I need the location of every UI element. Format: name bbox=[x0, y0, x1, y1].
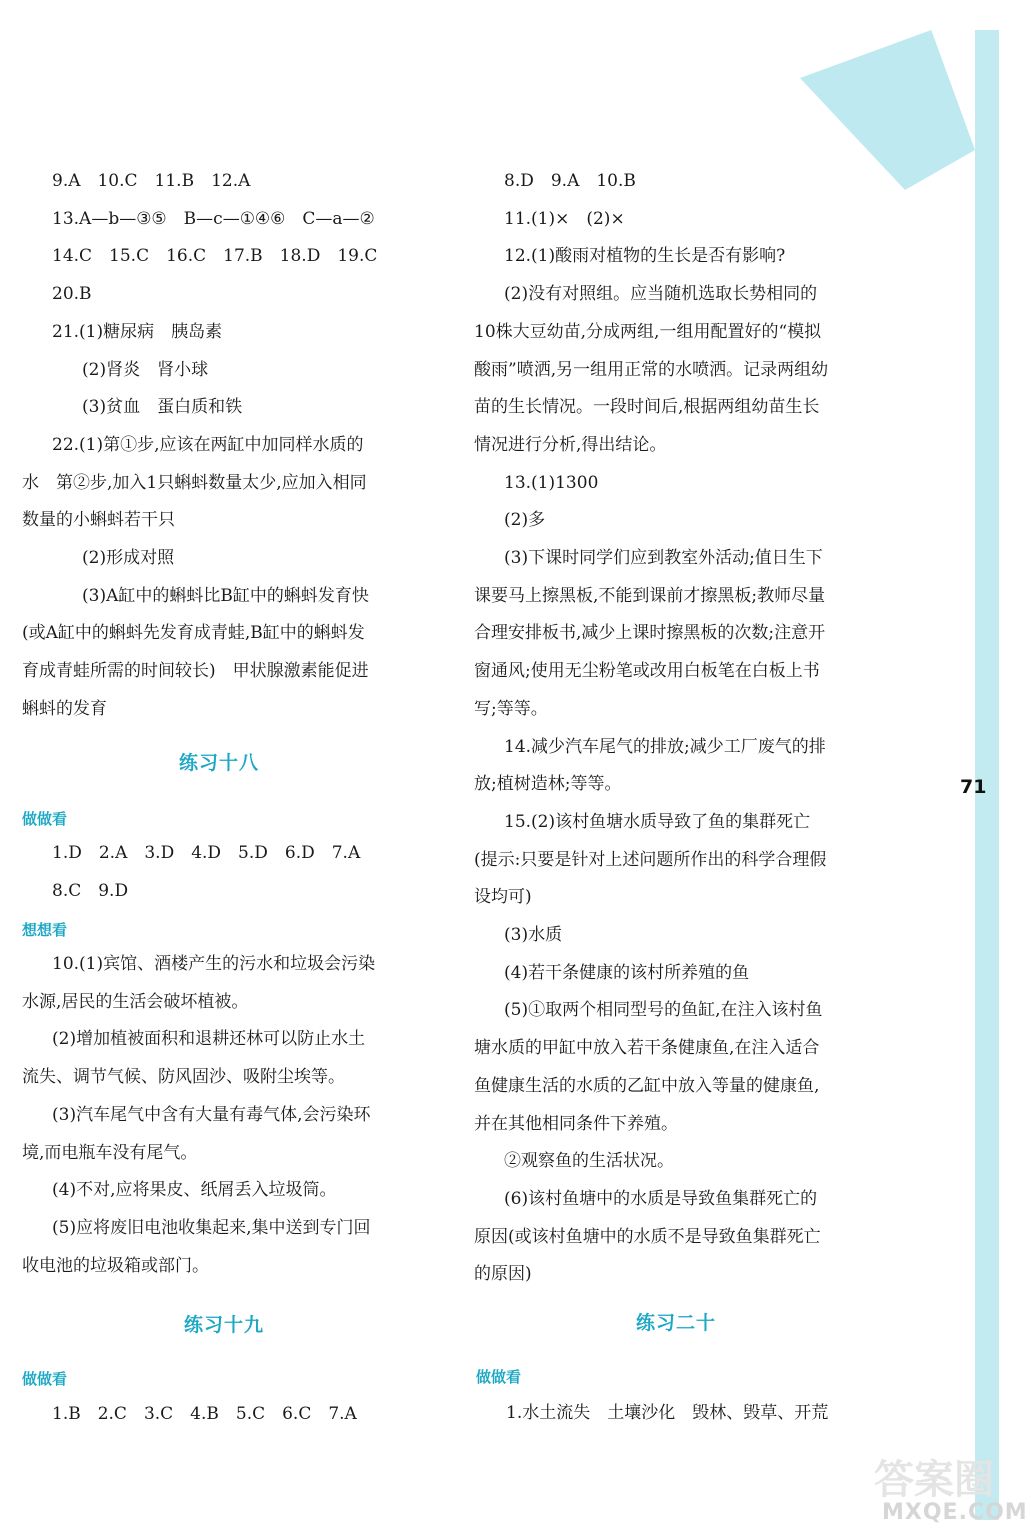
right-answer-line: ②观察鱼的生活状况。 bbox=[504, 1151, 674, 1172]
s18-explanation-line: (4)不对,应将果皮、纸屑丢入垃圾筒。 bbox=[52, 1180, 337, 1201]
left-answer-line: (2)肾炎 肾小球 bbox=[82, 359, 209, 380]
right-answer-line: (2)多 bbox=[504, 510, 546, 531]
section-title-19: 练习十九 bbox=[184, 1314, 265, 1336]
right-answer-line: 鱼健康生活的水质的乙缸中放入等量的健康鱼, bbox=[474, 1075, 820, 1096]
left-answer-line: 育成青蛙所需的时间较长) 甲状腺激素能促进 bbox=[22, 661, 369, 682]
right-answer-line: 并在其他相同条件下养殖。 bbox=[474, 1113, 678, 1134]
right-answer-line: 13.(1)1300 bbox=[504, 472, 599, 493]
subheading-zuozuokan-20: 做做看 bbox=[476, 1368, 522, 1386]
s18-answer-line-2: 8.C 9.D bbox=[52, 881, 129, 901]
left-answer-line: (2)形成对照 bbox=[82, 548, 175, 568]
left-answer-line: 20.B bbox=[52, 284, 92, 305]
right-answer-line: 设均可) bbox=[474, 887, 532, 908]
kite-decoration bbox=[800, 30, 975, 190]
s18-explanation-line: (5)应将废旧电池收集起来,集中送到专门回 bbox=[52, 1217, 371, 1238]
s19-answer-line: 1.B 2.C 3.C 4.B 5.C 6.C 7.A bbox=[52, 1404, 357, 1424]
right-answer-line: (6)该村鱼塘中的水质是导致鱼集群死亡的 bbox=[504, 1188, 818, 1209]
left-answer-line: 蝌蚪的发育 bbox=[22, 698, 107, 719]
right-answer-line: 写;等等。 bbox=[474, 698, 548, 719]
right-answer-line: 情况进行分析,得出结论。 bbox=[474, 434, 667, 455]
right-answer-line: 课要马上擦黑板,不能到课前才擦黑板;教师尽量 bbox=[474, 585, 826, 606]
s18-explanation-line: 水源,居民的生活会破坏植被。 bbox=[22, 991, 249, 1012]
right-answer-line: 酸雨”喷洒,另一组用正常的水喷洒。记录两组幼 bbox=[474, 359, 829, 380]
watermark-logo: 答案圈 bbox=[874, 1457, 994, 1503]
s18-explanation-line: (3)汽车尾气中含有大量有毒气体,会污染环 bbox=[52, 1104, 371, 1125]
right-answer-line: 塘水质的甲缸中放入若干条健康鱼,在注入适合 bbox=[474, 1038, 820, 1059]
right-answer-line: 的原因) bbox=[474, 1264, 532, 1285]
subheading-zuozuokan-19: 做做看 bbox=[22, 1370, 68, 1388]
right-answer-line: (提示:只要是针对上述问题所作出的科学合理假 bbox=[474, 849, 827, 870]
right-answer-line: 原因(或该村鱼塘中的水质不是导致鱼集群死亡 bbox=[474, 1226, 821, 1247]
left-answer-line: 14.C 15.C 16.C 17.B 18.D 19.C bbox=[52, 246, 378, 267]
section-title-20: 练习二十 bbox=[636, 1312, 717, 1334]
right-answer-line: (2)没有对照组。应当随机选取长势相同的 bbox=[504, 284, 818, 305]
left-answer-line: (或A缸中的蝌蚪先发育成青蛙,B缸中的蝌蚪发 bbox=[22, 623, 365, 644]
right-answer-line: 合理安排板书,减少上课时擦黑板的次数;注意开 bbox=[474, 623, 826, 644]
right-answer-line: (3)水质 bbox=[504, 925, 563, 945]
left-answer-line: 22.(1)第①步,应该在两缸中加同样水质的 bbox=[52, 434, 364, 455]
page-number: 71 bbox=[960, 776, 987, 798]
edge-decoration bbox=[975, 30, 999, 1520]
right-answer-line: (5)①取两个相同型号的鱼缸,在注入该村鱼 bbox=[504, 1000, 823, 1021]
right-answer-line: 苗的生长情况。一段时间后,根据两组幼苗生长 bbox=[474, 397, 820, 418]
s18-answer-line-1: 1.D 2.A 3.D 4.D 5.D 6.D 7.A bbox=[52, 843, 361, 863]
right-answer-line: 10株大豆幼苗,分成两组,一组用配置好的“模拟 bbox=[474, 321, 822, 342]
right-answer-line: 放;植树造林;等等。 bbox=[474, 774, 622, 795]
s20-answer-line: 1.水土流失 土壤沙化 毁林、毁草、开荒 bbox=[506, 1403, 829, 1423]
watermark-url: MXQE.COM bbox=[882, 1500, 1028, 1525]
right-answer-line: (4)若干条健康的该村所养殖的鱼 bbox=[504, 962, 750, 983]
right-answer-line: 15.(2)该村鱼塘水质导致了鱼的集群死亡 bbox=[504, 811, 811, 832]
left-answer-line: 21.(1)糖尿病 胰岛素 bbox=[52, 321, 223, 342]
s18-explanation-line: (2)增加植被面积和退耕还林可以防止水土 bbox=[52, 1029, 366, 1050]
right-answer-line: 12.(1)酸雨对植物的生长是否有影响? bbox=[504, 246, 786, 267]
left-answer-line: 水 第②步,加入1只蝌蚪数量太少,应加入相同 bbox=[22, 472, 367, 493]
right-answer-line: 8.D 9.A 10.B bbox=[504, 171, 636, 191]
s18-explanation-line: 收电池的垃圾箱或部门。 bbox=[22, 1255, 209, 1276]
left-answer-line: (3)贫血 蛋白质和铁 bbox=[82, 397, 243, 418]
left-answer-line: 13.A—b—③⑤ B—c—①④⑥ C—a—② bbox=[52, 208, 375, 229]
left-answer-line: (3)A缸中的蝌蚪比B缸中的蝌蚪发育快 bbox=[82, 585, 369, 606]
subheading-xiangxiangkan: 想想看 bbox=[22, 921, 68, 939]
section-title-18: 练习十八 bbox=[179, 752, 260, 774]
subheading-zuozuokan-18: 做做看 bbox=[22, 810, 68, 828]
right-answer-line: 窗通风;使用无尘粉笔或改用白板笔在白板上书 bbox=[474, 661, 820, 682]
s18-explanation-line: 10.(1)宾馆、酒楼产生的污水和垃圾会污染 bbox=[52, 954, 376, 974]
left-answer-line: 数量的小蝌蚪若干只 bbox=[22, 510, 175, 531]
s18-explanation-line: 境,而电瓶车没有尾气。 bbox=[22, 1142, 198, 1163]
right-answer-line: 14.减少汽车尾气的排放;减少工厂废气的排 bbox=[504, 736, 826, 757]
right-answer-line: (3)下课时同学们应到教室外活动;值日生下 bbox=[504, 548, 823, 568]
s18-explanation-line: 流失、调节气候、防风固沙、吸附尘埃等。 bbox=[22, 1067, 345, 1088]
right-answer-line: 11.(1)× (2)× bbox=[504, 208, 625, 229]
left-answer-line: 9.A 10.C 11.B 12.A bbox=[52, 171, 251, 191]
